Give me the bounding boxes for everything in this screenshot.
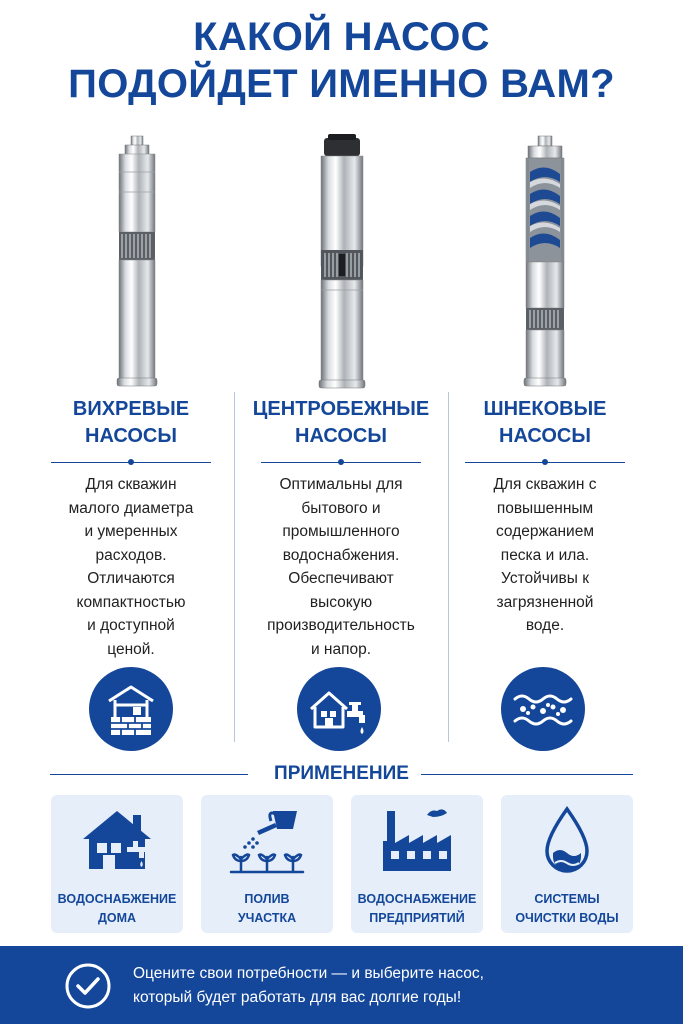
card-label: СИСТЕМЫ ОЧИСТКИ ВОДЫ [515,892,619,925]
card-enterprise-water-supply [351,795,483,933]
footer-banner [0,946,683,1024]
column-divider [465,462,625,463]
vortex-pump-image [92,132,182,392]
footer-message [133,962,484,1010]
centrifugal-pump-image [297,132,387,392]
water-drop-icon [527,805,607,877]
card-water-purification [501,795,633,933]
column-divider [51,462,211,463]
column-screw [455,396,635,638]
card-label: ВОДОСНАБЖЕНИЕ ДОМА [57,892,177,925]
column-description: Оптимальны для бытового и промышленного водоснабжения. Обеспечивают высокую производительность и напор. [267,476,415,658]
card-label: ПОЛИВ УЧАСТКА [237,892,297,925]
column-title-line2: НАСОСЫ [499,425,591,447]
column-title [41,396,221,450]
column-title-line2: НАСОСЫ [295,425,387,447]
watering-can-icon [227,805,307,877]
factory-icon [377,805,457,877]
column-centrifugal [251,396,431,661]
column-title [251,396,431,450]
column-divider-right [448,392,449,742]
card-home-water-supply [51,795,183,933]
column-vortex [41,396,221,661]
heading-rule-right [421,774,633,775]
column-description: Для скважин малого диаметра и умеренных расходов. Отличаются компактностью и доступной ценой. [68,476,194,658]
well-icon [89,667,173,751]
column-divider-left [234,392,235,742]
checkmark-icon [64,962,112,1010]
screw-pump-image [500,132,590,392]
column-description: Для скважин с повышенным содержанием песка и ила. Устойчивы к загрязненной воде. [493,476,597,634]
sandy-water-icon [501,667,585,751]
page-title-line2: ПОДОЙДЕТ ИМЕННО ВАМ? [68,62,615,106]
page-title-line1: КАКОЙ НАСОС [193,15,490,59]
footer-line2: который будет работать для вас долгие годы! [133,989,462,1006]
column-title-line1: ЦЕНТРОБЕЖНЫЕ [252,398,430,420]
application-heading: ПРИМЕНЕНИЕ [274,763,409,784]
application-section-heading [50,762,633,786]
column-title-line1: ШНЕКОВЫЕ [483,398,607,420]
card-label: ВОДОСНАБЖЕНИЕ ПРЕДПРИЯТИЙ [357,892,477,925]
house-tap-icon [297,667,381,751]
footer-line1: Оцените свои потребности — и выберите насос, [133,965,484,982]
column-divider [261,462,421,463]
column-title-line1: ВИХРЕВЫЕ [72,398,190,420]
page-title [0,14,683,108]
house-icon [77,805,157,877]
card-plot-irrigation [201,795,333,933]
column-title [455,396,635,450]
column-title-line2: НАСОСЫ [85,425,177,447]
